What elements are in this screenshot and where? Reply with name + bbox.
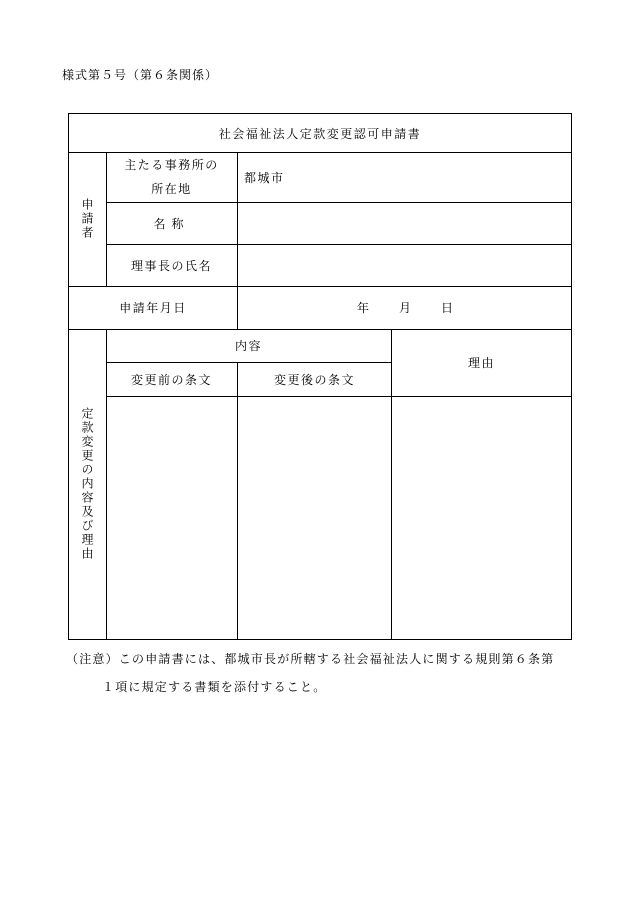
after-header: 変更後の条文	[273, 372, 355, 387]
content-header-cell	[106, 329, 391, 362]
reason-header-cell	[392, 329, 571, 396]
form-title: 社会福祉法人定款変更認可申請書	[218, 126, 422, 141]
date-year-label: 年	[357, 301, 371, 315]
address-label-line1: 主たる事務所の	[124, 158, 219, 172]
note-line-2: １項に規定する書類を添付すること。	[102, 680, 327, 694]
date-month-label: 月	[399, 301, 413, 315]
address-value: 都城市	[244, 170, 285, 185]
date-label: 申請年月日	[119, 301, 187, 315]
applicant-section-label: 申請者	[80, 198, 94, 240]
after-header-cell	[238, 362, 391, 396]
reason-text-cell[interactable]	[392, 397, 571, 639]
name-value-cell[interactable]	[238, 202, 571, 244]
name-label-cell	[106, 202, 237, 244]
chair-name-label: 理事長の氏名	[130, 258, 212, 273]
note-line-1: （注意）この申請書には、都城市長が所轄する社会福祉法人に関する規則第６条第	[66, 652, 555, 666]
chair-name-value-cell[interactable]	[238, 244, 571, 286]
name-label: 名称	[153, 216, 190, 231]
before-header: 変更前の条文	[130, 372, 212, 387]
date-label-cell	[69, 286, 237, 329]
after-text-cell[interactable]	[238, 397, 391, 639]
address-label-cell	[106, 152, 237, 202]
address-label-line2: 所在地	[151, 182, 192, 196]
reason-header: 理由	[467, 356, 495, 370]
application-form-table	[68, 113, 572, 640]
form-number-label: 様式第５号（第６条関係）	[62, 68, 219, 82]
applicant-section-label-cell	[69, 152, 106, 286]
chair-name-label-cell	[106, 244, 237, 286]
date-day-label: 日	[441, 301, 455, 315]
before-header-cell	[106, 362, 237, 396]
address-value-cell	[238, 152, 571, 202]
changes-section-label-cell	[69, 329, 106, 639]
changes-section-label: 定款変更の内容及び理由	[80, 407, 94, 561]
attachment-note	[66, 645, 586, 701]
date-value-cell[interactable]	[238, 286, 571, 329]
content-header: 内容	[234, 339, 262, 353]
before-text-cell[interactable]	[107, 397, 237, 639]
